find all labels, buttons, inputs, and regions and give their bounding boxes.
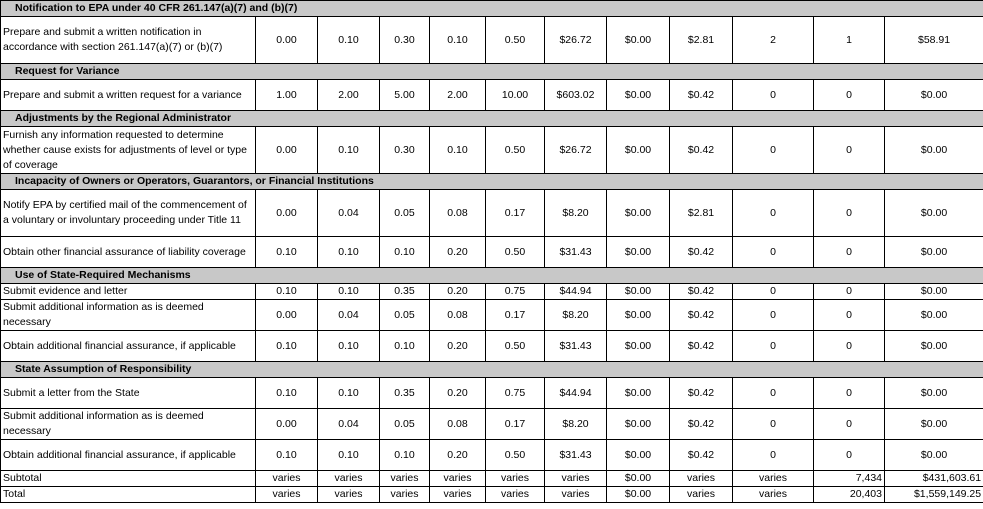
table-cell: varies	[670, 471, 733, 487]
table-cell: 0	[814, 331, 885, 362]
table-cell: $44.94	[545, 378, 607, 409]
table-cell: 0.20	[430, 331, 486, 362]
table-cell: 0.35	[380, 378, 430, 409]
table-cell: 0	[814, 300, 885, 331]
table-cell: $31.43	[545, 440, 607, 471]
table-cell: 1.00	[256, 80, 318, 111]
table-cell: $0.00	[885, 440, 983, 471]
table-cell: 0.17	[486, 190, 545, 237]
table-cell: varies	[318, 471, 380, 487]
table-cell: 0.17	[486, 409, 545, 440]
table-cell: $26.72	[545, 127, 607, 174]
table-cell: 0.20	[430, 284, 486, 300]
table-row	[1, 127, 983, 174]
activity-description: Prepare and submit a written request for a variance	[1, 80, 256, 111]
activity-description: Obtain other financial assurance of liability coverage	[1, 237, 256, 268]
table-cell: 20,403	[814, 487, 885, 503]
table-cell: 5.00	[380, 80, 430, 111]
activity-description: Submit evidence and letter	[1, 284, 256, 300]
table-cell: varies	[545, 471, 607, 487]
total-label: Total	[1, 487, 256, 503]
table-cell: 0.50	[486, 331, 545, 362]
table-cell: varies	[486, 487, 545, 503]
table-cell: 0.10	[256, 331, 318, 362]
section-title: Notification to EPA under 40 CFR 261.147(a)(7) and (b)(7)	[1, 1, 983, 17]
table-cell: 0.30	[380, 127, 430, 174]
table-cell: 0.50	[486, 440, 545, 471]
table-row	[1, 237, 983, 268]
table-cell: 0.00	[256, 409, 318, 440]
table-cell: $0.00	[885, 127, 983, 174]
table-cell: 0.75	[486, 378, 545, 409]
table-row	[1, 378, 983, 409]
table-cell: $0.00	[885, 409, 983, 440]
table-cell: 0	[814, 378, 885, 409]
table-cell: 0	[814, 409, 885, 440]
table-cell: 0	[733, 127, 814, 174]
table-cell: $1,559,149.25	[885, 487, 983, 503]
table-cell: 0.10	[318, 284, 380, 300]
table-cell: 0.10	[256, 440, 318, 471]
table-cell: $44.94	[545, 284, 607, 300]
table-cell: 0.00	[256, 17, 318, 64]
section-header-row	[1, 174, 983, 190]
table-cell: 0.10	[256, 378, 318, 409]
table-cell: $0.00	[607, 300, 670, 331]
table-cell: varies	[380, 487, 430, 503]
activity-description: Submit additional information as is deemed necessary	[1, 300, 256, 331]
table-cell: $0.42	[670, 127, 733, 174]
table-cell: 0	[814, 127, 885, 174]
table-cell: $58.91	[885, 17, 983, 64]
table-cell: $0.00	[607, 440, 670, 471]
table-cell: 0.50	[486, 17, 545, 64]
table-cell: varies	[670, 487, 733, 503]
table-cell: 0	[733, 378, 814, 409]
table-row	[1, 331, 983, 362]
table-row	[1, 17, 983, 64]
table-cell: 0.04	[318, 300, 380, 331]
table-cell: $26.72	[545, 17, 607, 64]
table-cell: 0	[814, 284, 885, 300]
table-cell: $0.42	[670, 331, 733, 362]
table-cell: $0.00	[607, 284, 670, 300]
table-cell: $0.00	[607, 190, 670, 237]
table-cell: $0.00	[885, 378, 983, 409]
table-cell: 7,434	[814, 471, 885, 487]
table-cell: 0	[733, 190, 814, 237]
table-cell: 0.50	[486, 237, 545, 268]
table-cell: 0.05	[380, 300, 430, 331]
table-cell: $8.20	[545, 409, 607, 440]
section-header-row	[1, 268, 983, 284]
table-cell: 0.10	[318, 378, 380, 409]
table-cell: $8.20	[545, 190, 607, 237]
table-cell: varies	[430, 471, 486, 487]
table-cell: 2	[733, 17, 814, 64]
table-cell: 0.10	[318, 440, 380, 471]
table-cell: 0.08	[430, 300, 486, 331]
table-cell: $0.00	[607, 331, 670, 362]
table-cell: 0.00	[256, 127, 318, 174]
activity-description: Submit a letter from the State	[1, 378, 256, 409]
section-title: Incapacity of Owners or Operators, Guarantors, or Financial Institutions	[1, 174, 983, 190]
table-cell: varies	[318, 487, 380, 503]
table-cell: $0.00	[885, 237, 983, 268]
table-cell: 0.30	[380, 17, 430, 64]
table-cell: 0.75	[486, 284, 545, 300]
table-cell: $0.00	[885, 331, 983, 362]
activity-description: Notify EPA by certified mail of the commencement of a voluntary or involuntary proceeding under Title 11	[1, 190, 256, 237]
table-cell: $0.42	[670, 378, 733, 409]
table-row	[1, 190, 983, 237]
table-cell: $31.43	[545, 237, 607, 268]
table-cell: 0.10	[430, 17, 486, 64]
table-cell: $0.00	[885, 190, 983, 237]
table-cell: 0	[733, 237, 814, 268]
table-cell: 0.10	[380, 237, 430, 268]
table-cell: $0.00	[607, 17, 670, 64]
section-header-row	[1, 1, 983, 17]
table-cell: 0.20	[430, 440, 486, 471]
table-row	[1, 409, 983, 440]
table-cell: $0.00	[607, 471, 670, 487]
table-cell: 0.10	[318, 331, 380, 362]
table-cell: 2.00	[430, 80, 486, 111]
table-cell: 0.04	[318, 190, 380, 237]
table-cell: 0.04	[318, 409, 380, 440]
table-cell: $603.02	[545, 80, 607, 111]
table-cell: $0.42	[670, 300, 733, 331]
table-cell: $0.00	[607, 127, 670, 174]
table-cell: 0	[733, 440, 814, 471]
table-cell: 0.20	[430, 378, 486, 409]
table-cell: $0.42	[670, 80, 733, 111]
table-cell: $0.00	[885, 80, 983, 111]
table-cell: 0	[814, 440, 885, 471]
table-cell: 0.00	[256, 300, 318, 331]
table-cell: 0.08	[430, 190, 486, 237]
section-title: Use of State-Required Mechanisms	[1, 268, 983, 284]
table-body	[1, 1, 983, 503]
activity-description: Obtain additional financial assurance, if applicable	[1, 331, 256, 362]
table-cell: varies	[256, 471, 318, 487]
section-title: Adjustments by the Regional Administrator	[1, 111, 983, 127]
table-cell: $0.00	[607, 378, 670, 409]
table-row	[1, 284, 983, 300]
table-cell: $31.43	[545, 331, 607, 362]
table-cell: 0	[733, 409, 814, 440]
table-cell: 0.08	[430, 409, 486, 440]
table-row	[1, 300, 983, 331]
table-cell: 0.10	[318, 237, 380, 268]
table-cell: $0.00	[885, 284, 983, 300]
table-cell: 0.10	[430, 127, 486, 174]
table-cell: $0.42	[670, 237, 733, 268]
table-cell: $8.20	[545, 300, 607, 331]
table-cell: 0.10	[318, 127, 380, 174]
table-cell: 0.05	[380, 190, 430, 237]
activity-description: Submit additional information as is deemed necessary	[1, 409, 256, 440]
table-cell: varies	[430, 487, 486, 503]
section-header-row	[1, 111, 983, 127]
table-cell: 1	[814, 17, 885, 64]
section-header-row	[1, 362, 983, 378]
table-row	[1, 80, 983, 111]
table-row	[1, 440, 983, 471]
table-cell: varies	[486, 471, 545, 487]
table-cell: 0.05	[380, 409, 430, 440]
table-cell: 0	[814, 237, 885, 268]
table-cell: $2.81	[670, 17, 733, 64]
table-cell: $431,603.61	[885, 471, 983, 487]
total-label: Subtotal	[1, 471, 256, 487]
table-cell: $0.00	[607, 237, 670, 268]
subtotal-row	[1, 471, 983, 487]
table-cell: $2.81	[670, 190, 733, 237]
table-cell: 10.00	[486, 80, 545, 111]
table-cell: varies	[380, 471, 430, 487]
table-cell: $0.42	[670, 284, 733, 300]
table-cell: 2.00	[318, 80, 380, 111]
table-cell: 0.50	[486, 127, 545, 174]
table-cell: 0.10	[380, 440, 430, 471]
table-cell: 0.35	[380, 284, 430, 300]
table-cell: 0.10	[380, 331, 430, 362]
table-cell: $0.00	[607, 409, 670, 440]
table-cell: varies	[733, 471, 814, 487]
table-cell: 0.00	[256, 190, 318, 237]
table-cell: 0.17	[486, 300, 545, 331]
activity-description: Furnish any information requested to determine whether cause exists for adjustments of level or type of coverage	[1, 127, 256, 174]
section-title: Request for Variance	[1, 64, 983, 80]
table-cell: 0.10	[256, 284, 318, 300]
section-header-row	[1, 64, 983, 80]
table-cell: 0.10	[318, 17, 380, 64]
table-cell: 0.20	[430, 237, 486, 268]
table-cell: 0	[733, 284, 814, 300]
table-cell: $0.00	[607, 80, 670, 111]
total-row	[1, 487, 983, 503]
table-cell: 0	[733, 80, 814, 111]
table-cell: 0	[733, 300, 814, 331]
activity-description: Obtain additional financial assurance, if applicable	[1, 440, 256, 471]
table-cell: $0.00	[607, 487, 670, 503]
activity-description: Prepare and submit a written notification in accordance with section 261.147(a)(7) or (b)(7)	[1, 17, 256, 64]
table-cell: 0.10	[256, 237, 318, 268]
table-cell: $0.42	[670, 440, 733, 471]
table-cell: varies	[733, 487, 814, 503]
table-cell: $0.42	[670, 409, 733, 440]
table-cell: $0.00	[885, 300, 983, 331]
table-cell: 0	[814, 190, 885, 237]
section-title: State Assumption of Responsibility	[1, 362, 983, 378]
table-cell: 0	[733, 331, 814, 362]
table-cell: varies	[256, 487, 318, 503]
table-cell: 0	[814, 80, 885, 111]
table-cell: varies	[545, 487, 607, 503]
